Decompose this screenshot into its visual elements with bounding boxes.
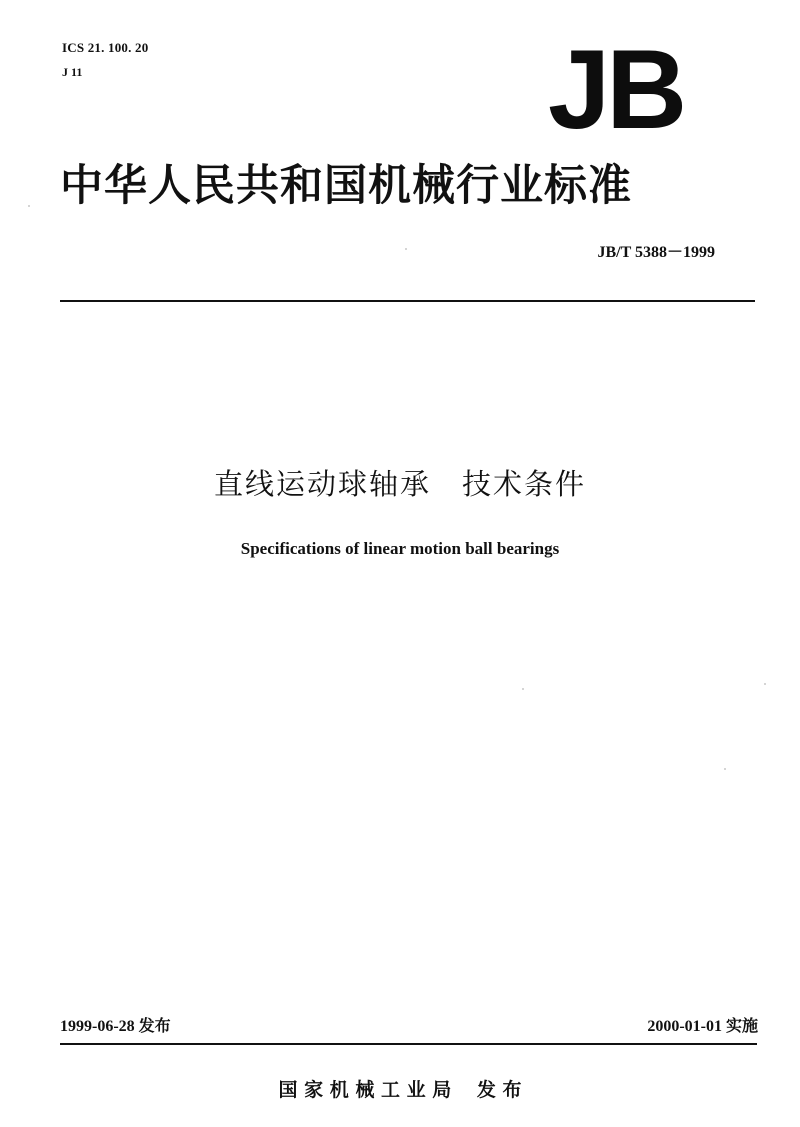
category-code: J 11 — [62, 65, 83, 79]
scan-speck — [764, 683, 766, 685]
document-title: 直线运动球轴承 技术条件 — [213, 467, 586, 501]
scan-speck — [405, 248, 407, 250]
scan-speck — [28, 205, 30, 207]
ics-code: ICS 21. 100. 20 — [62, 40, 149, 55]
jb-logo: JB — [548, 27, 684, 152]
implementation-date: 2000-01-01 实施 — [647, 1018, 758, 1035]
bottom-divider — [60, 1043, 757, 1045]
document-subtitle: Specifications of linear motion ball bearings — [240, 539, 560, 558]
issue-date: 1999-06-28 发布 — [60, 1018, 171, 1035]
scan-speck — [522, 688, 524, 690]
main-title: 中华人民共和国机械行业标准 — [60, 161, 632, 211]
standard-number: JB/T 5388－1999 — [597, 244, 715, 261]
publisher: 国 家 机 械 工 业 局 发 布 — [278, 1079, 522, 1101]
top-divider — [60, 300, 755, 302]
scan-speck — [724, 768, 726, 770]
